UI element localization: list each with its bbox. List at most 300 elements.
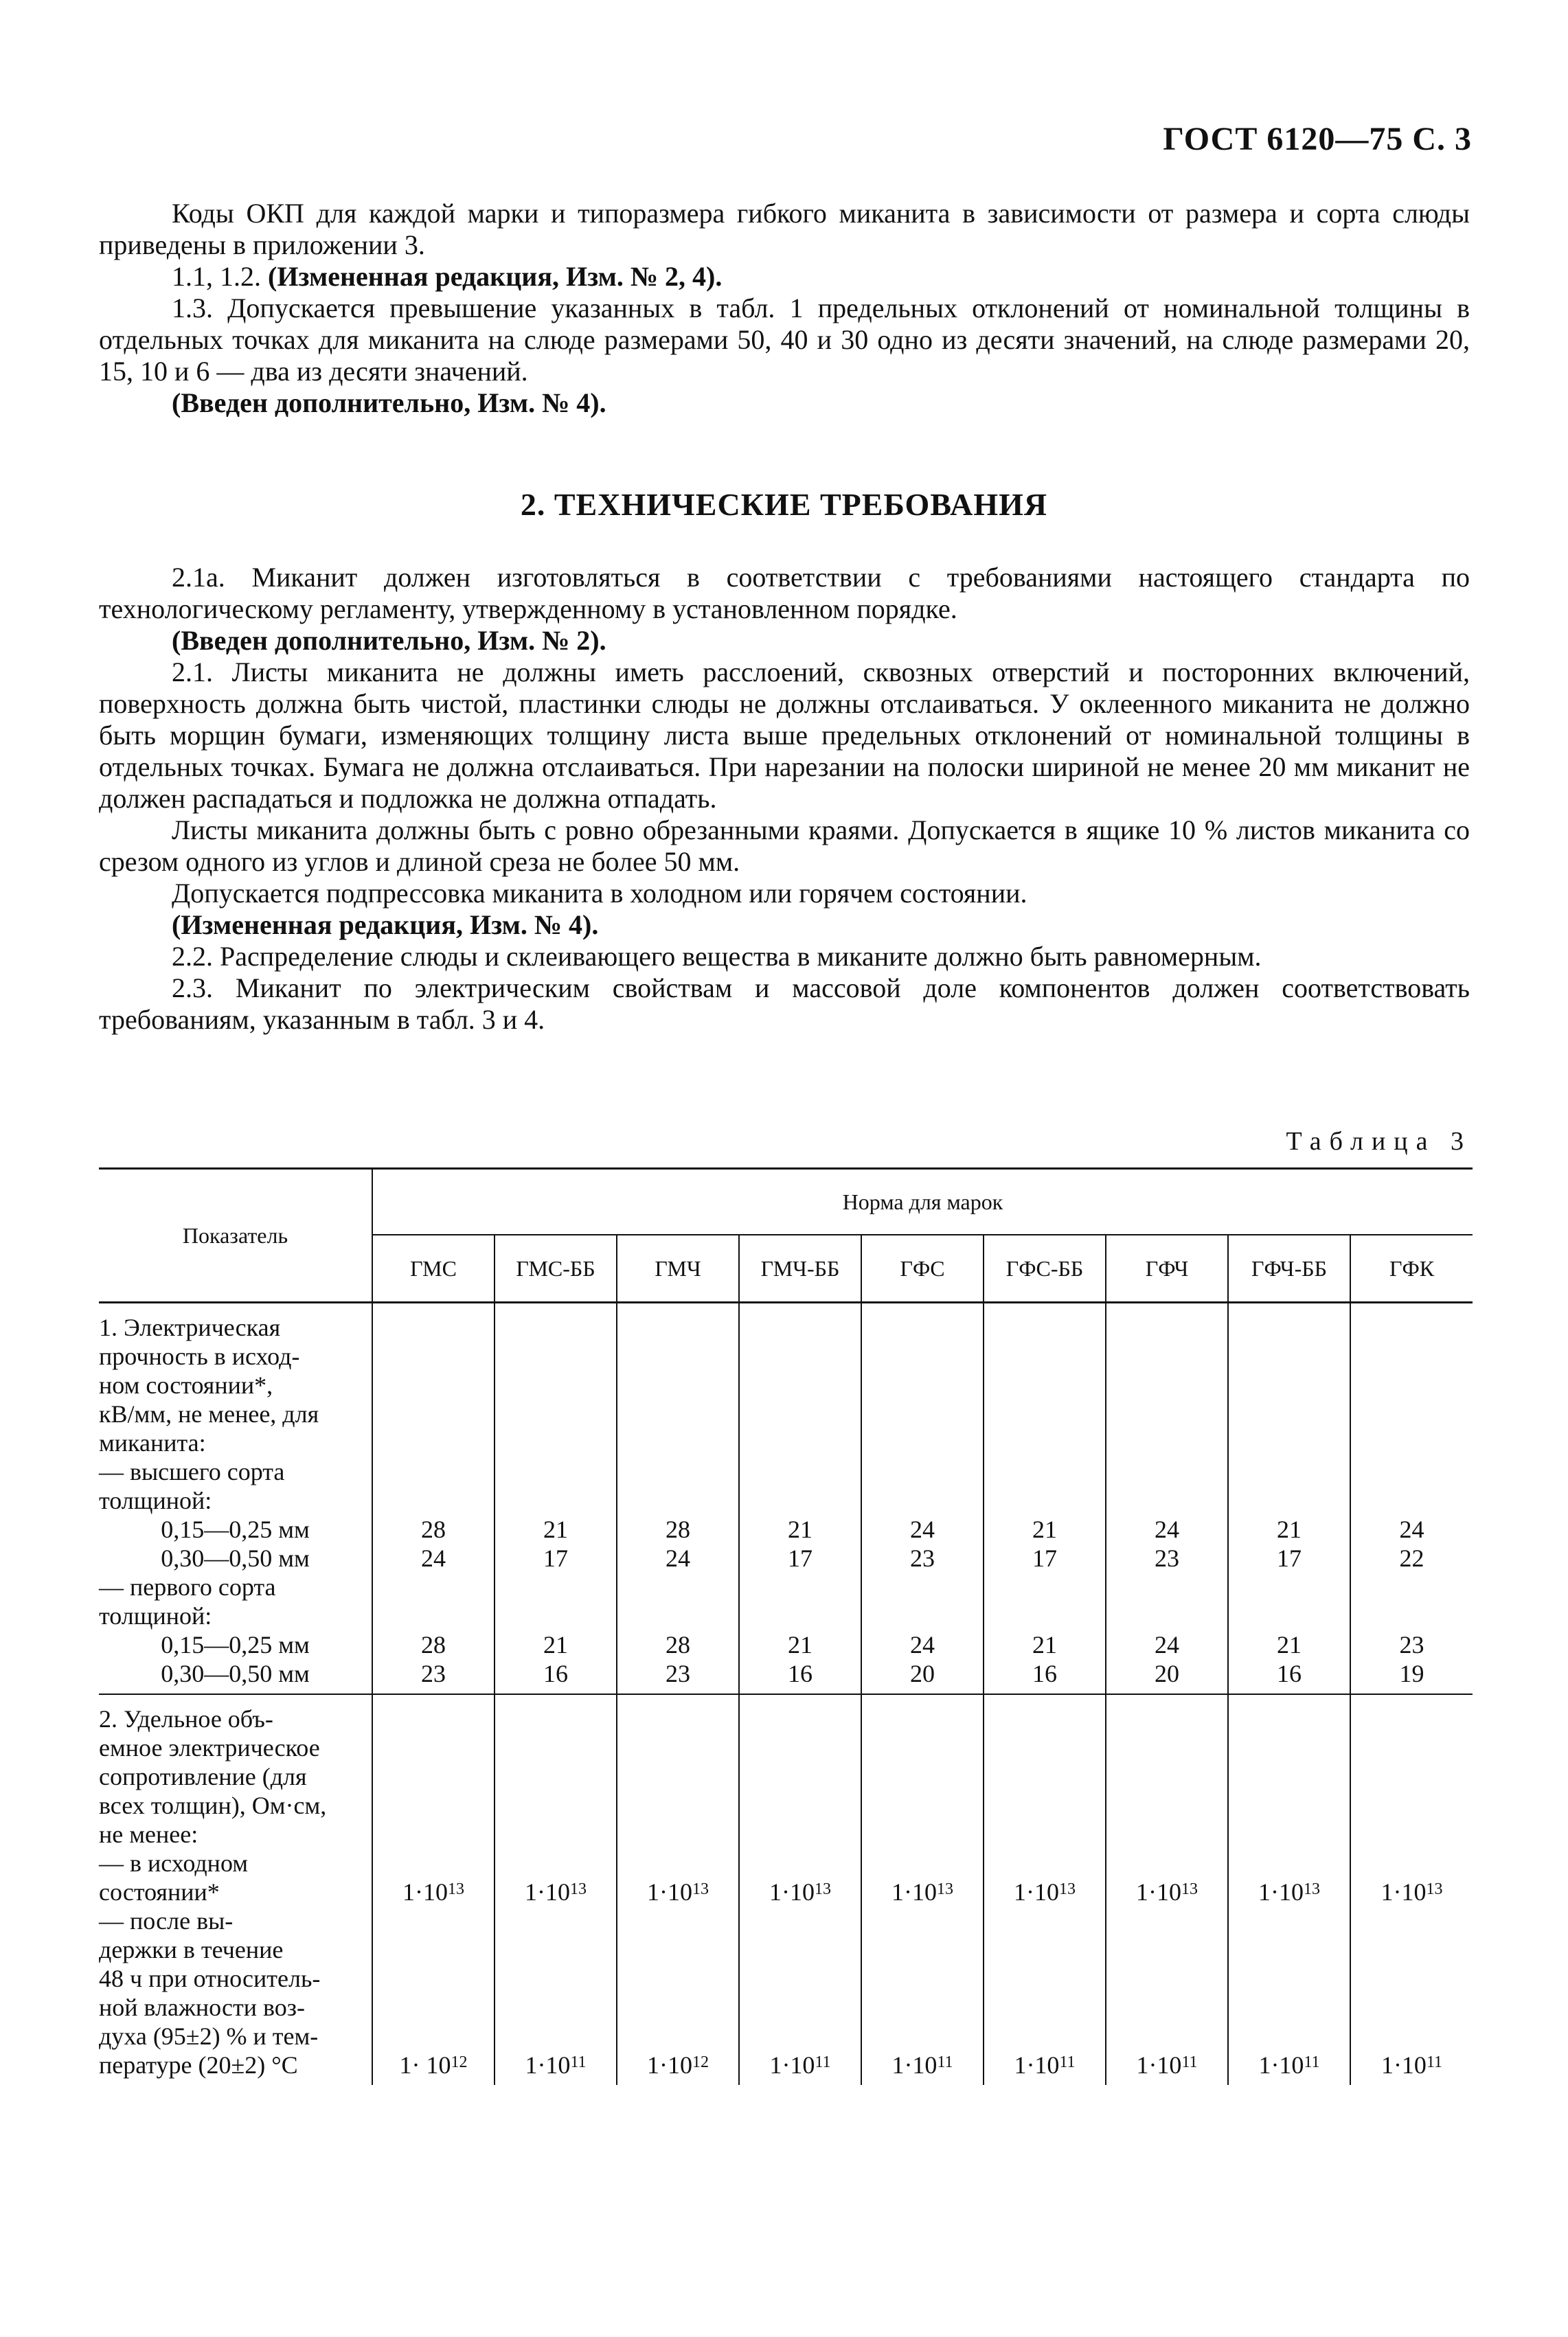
indicator-line: духа (95±2) % и тем- [99, 2022, 319, 2050]
value [373, 1993, 494, 2022]
mark-header: ГФЧ [1106, 1235, 1228, 1303]
value [984, 1428, 1105, 1457]
value-cell [617, 1694, 739, 2085]
value [1106, 1906, 1227, 1935]
value [984, 1906, 1105, 1935]
value: 28 [666, 1631, 690, 1658]
value [373, 1935, 494, 1964]
value [862, 1486, 983, 1515]
value: $1\cdot 10^{13}$ [525, 1878, 587, 1906]
value [495, 1371, 616, 1400]
indicator-line: 1. Электрическая [99, 1314, 281, 1341]
value [862, 1964, 983, 1993]
value [1229, 1993, 1350, 2022]
value [1106, 1993, 1227, 2022]
value [1106, 1342, 1227, 1371]
value [862, 1935, 983, 1964]
indicator-line: толщиной: [99, 1487, 212, 1514]
value: 16 [543, 1660, 568, 1687]
value [373, 1849, 494, 1878]
value: $1\cdot 10^{11}$ [891, 2051, 953, 2079]
table-3 [99, 1167, 1473, 2085]
value [984, 1342, 1105, 1371]
value [373, 1400, 494, 1428]
value: $1\cdot 10^{11}$ [1014, 2051, 1076, 2079]
value: 21 [1032, 1516, 1057, 1543]
value: 21 [1277, 1516, 1302, 1543]
value-cell [1106, 1694, 1228, 2085]
value [1351, 1486, 1473, 1515]
value: 24 [1155, 1631, 1179, 1658]
value: $1\cdot 10^{13}$ [1014, 1878, 1076, 1906]
body-p3: 2.1. Листы миканита не должны иметь расслоений, сквозных отверстий и посторонних включений, поверхность должна быть чистой, пластинки слюды не должны отслаиваться. У оклеенного миканита не должно быть морщин бумаги, изменяющих толщину листа выше предельных отклонений от номинальной толщины в отдельных точках. Бумага не должна отслаиваться. При нарезании на полоски шириной не менее 20 мм миканит не должен распадаться и подложка не должна отпадать. [99, 657, 1470, 814]
value [1229, 1935, 1350, 1964]
mark-header: ГФС-ББ [984, 1235, 1106, 1303]
value [1106, 1733, 1227, 1762]
value [740, 1601, 861, 1630]
value: 28 [421, 1516, 446, 1543]
row2-indicator [99, 1694, 372, 2085]
value [740, 2022, 861, 2051]
value [862, 1791, 983, 1820]
value-cell [739, 1303, 861, 1695]
value [617, 1733, 738, 1762]
value-cell [495, 1694, 617, 2085]
value [1351, 1428, 1473, 1457]
value: 20 [910, 1660, 935, 1687]
value [740, 1791, 861, 1820]
value [740, 1705, 861, 1733]
value [373, 1791, 494, 1820]
value [1229, 1457, 1350, 1486]
value-cell [861, 1694, 984, 2085]
value: 28 [421, 1631, 446, 1658]
value [984, 1820, 1105, 1849]
value [862, 1371, 983, 1400]
value [373, 1820, 494, 1849]
value [495, 2022, 616, 2051]
indicator-line: держки в течение [99, 1936, 284, 1963]
intro-p4: (Введен дополнительно, Изм. № 4). [172, 387, 606, 418]
indicator-line: — первого сорта [99, 1573, 276, 1601]
value: 21 [543, 1631, 568, 1658]
mark-header: ГМЧ [617, 1235, 739, 1303]
value [373, 1313, 494, 1342]
value [1229, 2022, 1350, 2051]
value [495, 1313, 616, 1342]
value [495, 1964, 616, 1993]
value [1351, 1601, 1473, 1630]
value [984, 1486, 1105, 1515]
value: $1\cdot 10^{13}$ [769, 1878, 831, 1906]
value [1351, 1820, 1473, 1849]
indicator-line: — высшего сорта [99, 1458, 285, 1485]
intro-p2 [99, 261, 1470, 293]
table-row [99, 1694, 1473, 2085]
value: $1\cdot 10^{13}$ [1258, 1878, 1320, 1906]
value [862, 1457, 983, 1486]
value [495, 1820, 616, 1849]
value: $1\cdot 10^{11}$ [769, 2051, 831, 2079]
value-cell [1350, 1303, 1473, 1695]
value [1351, 1906, 1473, 1935]
value [373, 1573, 494, 1601]
value [495, 1486, 616, 1515]
value [740, 1993, 861, 2022]
value [1351, 1573, 1473, 1601]
table-caption: Таблица 3 [1286, 1127, 1472, 1156]
value: $1\cdot 10^{11}$ [525, 2051, 587, 2079]
value: $1\cdot 10^{11}$ [1380, 2051, 1443, 2079]
value: 17 [1277, 1544, 1302, 1572]
value [1106, 1371, 1227, 1400]
value [1106, 1791, 1227, 1820]
value [495, 1791, 616, 1820]
value: 21 [543, 1516, 568, 1543]
value [1351, 1791, 1473, 1820]
indicator-line: ном состоянии*, [99, 1371, 273, 1399]
value [617, 1906, 738, 1935]
value [1106, 1457, 1227, 1486]
value [984, 1313, 1105, 1342]
value [740, 1964, 861, 1993]
value [984, 1601, 1105, 1630]
value [617, 1342, 738, 1371]
value: 21 [788, 1631, 813, 1658]
value [740, 1371, 861, 1400]
value [617, 2022, 738, 2051]
intro-p2-bold: (Измененная редакция, Изм. № 2, 4). [268, 261, 723, 292]
value [495, 1935, 616, 1964]
section-title: 2. ТЕХНИЧЕСКИЕ ТРЕБОВАНИЯ [520, 487, 1048, 522]
value [984, 1762, 1105, 1791]
mark-header: ГМЧ-ББ [739, 1235, 861, 1303]
indicator-line: 0,15—0,25 мм [161, 1516, 310, 1543]
value-cell [372, 1303, 495, 1695]
value [1229, 1342, 1350, 1371]
value [1351, 1313, 1473, 1342]
value [984, 1457, 1105, 1486]
body-block [99, 562, 1470, 1036]
value [617, 1400, 738, 1428]
intro-block [99, 198, 1470, 419]
value: 22 [1399, 1544, 1424, 1572]
indicator-line: 2. Удельное объ- [99, 1705, 273, 1733]
intro-p3: 1.3. Допускается превышение указанных в табл. 1 предельных отклонений от номинальной толщины в отдельных точках для миканита на слюде размерами 50, 40 и 30 одно из десяти значений, на слюде размерами 20, 15, 10 и 6 — два из десяти значений. [99, 293, 1470, 387]
value [1229, 1313, 1350, 1342]
value [1229, 1705, 1350, 1733]
value [617, 1820, 738, 1849]
value [617, 1601, 738, 1630]
value: 23 [1399, 1631, 1424, 1658]
value-cell [1228, 1694, 1350, 2085]
indicator-line: прочность в исход- [99, 1343, 300, 1370]
value [984, 2022, 1105, 2051]
value-cell [861, 1303, 984, 1695]
body-p1: 2.1а. Миканит должен изготовляться в соответствии с требованиями настоящего стандарта по технологическому регламенту, утвержденному в установленном порядке. [99, 562, 1470, 624]
value [1106, 1964, 1227, 1993]
value [740, 1733, 861, 1762]
value: 21 [1032, 1631, 1057, 1658]
value [373, 1457, 494, 1486]
value: 23 [910, 1544, 935, 1572]
value [617, 1428, 738, 1457]
value [740, 1935, 861, 1964]
value [1106, 1313, 1227, 1342]
value [984, 1371, 1105, 1400]
value: $1\cdot 10^{11}$ [1136, 2051, 1198, 2079]
value: 21 [788, 1516, 813, 1543]
value [373, 2022, 494, 2051]
value [617, 1964, 738, 1993]
value [862, 1705, 983, 1733]
body-p5: Допускается подпрессовка миканита в холодном или горячем состоянии. [172, 878, 1027, 909]
value [862, 1428, 983, 1457]
value [862, 1762, 983, 1791]
value: 20 [1155, 1660, 1179, 1687]
intro-p2-prefix: 1.1, 1.2. [172, 261, 268, 292]
value [1106, 1400, 1227, 1428]
value [984, 1993, 1105, 2022]
value [1351, 1935, 1473, 1964]
intro-p1: Коды ОКП для каждой марки и типоразмера гибкого миканита в зависимости от размера и сорта слюды приведены в приложении 3. [99, 198, 1470, 260]
value-cell [739, 1694, 861, 2085]
value [1351, 1964, 1473, 1993]
value [617, 1573, 738, 1601]
value [1106, 1573, 1227, 1601]
value [740, 1457, 861, 1486]
value: 24 [1155, 1516, 1179, 1543]
value [1351, 1705, 1473, 1733]
value [617, 1791, 738, 1820]
value [373, 1906, 494, 1935]
value-cell [1350, 1694, 1473, 2085]
value [740, 1573, 861, 1601]
value [1229, 1906, 1350, 1935]
value: $1\cdot 10^{13}$ [891, 1878, 953, 1906]
value: 24 [421, 1544, 446, 1572]
value [1229, 1428, 1350, 1457]
value [1351, 1371, 1473, 1400]
value: 23 [666, 1660, 690, 1687]
value-cell [495, 1303, 617, 1695]
value [495, 1906, 616, 1935]
body-p6: (Измененная редакция, Изм. № 4). [172, 909, 599, 940]
value: 24 [1399, 1516, 1424, 1543]
value: 24 [910, 1631, 935, 1658]
value [862, 1573, 983, 1601]
value [373, 1428, 494, 1457]
value [495, 1601, 616, 1630]
value [740, 1428, 861, 1457]
value [1229, 1371, 1350, 1400]
value [1106, 2022, 1227, 2051]
indicator-line: всех толщин), Ом·см, [99, 1792, 327, 1819]
value [373, 1733, 494, 1762]
value [862, 1313, 983, 1342]
value [740, 1342, 861, 1371]
value: $1\cdot 10^{11}$ [1258, 2051, 1320, 2079]
value [984, 1935, 1105, 1964]
indicator-line: состоянии* [99, 1878, 220, 1906]
indicator-line: толщиной: [99, 1602, 212, 1630]
value [1351, 1993, 1473, 2022]
value: $1\cdot 10^{12}$ [399, 2051, 468, 2079]
value: 24 [666, 1544, 690, 1572]
value: 17 [788, 1544, 813, 1572]
value: 17 [543, 1544, 568, 1572]
value [495, 1342, 616, 1371]
value [1106, 1849, 1227, 1878]
value [495, 1400, 616, 1428]
value [740, 1762, 861, 1791]
indicator-line: не менее: [99, 1821, 198, 1848]
value: $1\cdot 10^{13}$ [647, 1878, 709, 1906]
value [862, 1849, 983, 1878]
value [1106, 1601, 1227, 1630]
value [1106, 1428, 1227, 1457]
value [617, 1762, 738, 1791]
value: $1\cdot 10^{13}$ [402, 1878, 464, 1906]
mark-header: ГФС [861, 1235, 984, 1303]
value [373, 1371, 494, 1400]
mark-header: ГМС-ББ [495, 1235, 617, 1303]
value [862, 1906, 983, 1935]
value [617, 1935, 738, 1964]
value [495, 1993, 616, 2022]
value [740, 1400, 861, 1428]
value [984, 1573, 1105, 1601]
value [617, 1371, 738, 1400]
value-cell [372, 1694, 495, 2085]
indicator-line: 0,30—0,50 мм [161, 1544, 310, 1572]
value [373, 1601, 494, 1630]
value [495, 1762, 616, 1791]
value: $1\cdot 10^{13}$ [1136, 1878, 1198, 1906]
value [984, 1849, 1105, 1878]
value [1229, 1820, 1350, 1849]
value [617, 1457, 738, 1486]
value [617, 1705, 738, 1733]
value [1229, 1762, 1350, 1791]
indicator-line: — после вы- [99, 1907, 234, 1935]
value [1351, 1849, 1473, 1878]
page-header-code: ГОСТ 6120—75 С. 3 [1163, 121, 1472, 157]
value: $1\cdot 10^{12}$ [647, 2051, 709, 2079]
value [862, 1733, 983, 1762]
mark-header: ГМС [372, 1235, 495, 1303]
value [862, 2022, 983, 2051]
value: 16 [1277, 1660, 1302, 1687]
value: 21 [1277, 1631, 1302, 1658]
value [373, 1762, 494, 1791]
value [495, 1733, 616, 1762]
mark-header: ГФЧ-ББ [1228, 1235, 1350, 1303]
value [1229, 1733, 1350, 1762]
value [1106, 1820, 1227, 1849]
value [617, 1486, 738, 1515]
value [862, 1820, 983, 1849]
value [373, 1964, 494, 1993]
row1-indicator [99, 1303, 372, 1695]
indicator-line: миканита: [99, 1429, 206, 1457]
value: 24 [910, 1516, 935, 1543]
value-cell [1228, 1303, 1350, 1695]
value [617, 1849, 738, 1878]
value: 17 [1032, 1544, 1057, 1572]
value [1106, 1762, 1227, 1791]
value [740, 1820, 861, 1849]
value [1229, 1964, 1350, 1993]
value [373, 1342, 494, 1371]
indicator-line: — в исходном [99, 1849, 249, 1877]
header-norm-group: Норма для марок [372, 1169, 1473, 1235]
value [862, 1601, 983, 1630]
value: 23 [421, 1660, 446, 1687]
value [495, 1705, 616, 1733]
value [740, 1849, 861, 1878]
value [862, 1342, 983, 1371]
value: 28 [666, 1516, 690, 1543]
indicator-line: 48 ч при относитель- [99, 1965, 321, 1992]
value [984, 1791, 1105, 1820]
value [617, 1313, 738, 1342]
value-cell [1106, 1303, 1228, 1695]
value [862, 1993, 983, 2022]
value [495, 1849, 616, 1878]
value [984, 1733, 1105, 1762]
body-p7: 2.2. Распределение слюды и склеивающего вещества в миканите должно быть равномерным. [172, 941, 1262, 972]
value: 16 [788, 1660, 813, 1687]
value [1229, 1849, 1350, 1878]
value [1351, 1762, 1473, 1791]
value-cell [984, 1303, 1106, 1695]
value: 23 [1155, 1544, 1179, 1572]
value-cell [617, 1303, 739, 1695]
body-p4: Листы миканита должны быть с ровно обрезанными краями. Допускается в ящике 10 % листов миканита со срезом одного из углов и длиной среза не более 50 мм. [99, 814, 1470, 877]
value [740, 1486, 861, 1515]
value [984, 1705, 1105, 1733]
value: $1\cdot 10^{13}$ [1380, 1878, 1443, 1906]
indicator-line: 0,30—0,50 мм [161, 1660, 310, 1687]
value [1351, 1457, 1473, 1486]
value [1351, 1342, 1473, 1371]
table-row [99, 1303, 1473, 1695]
value [1106, 1705, 1227, 1733]
body-p2: (Введен дополнительно, Изм. № 2). [172, 625, 606, 656]
value-cell [984, 1694, 1106, 2085]
value [1229, 1791, 1350, 1820]
body-p8: 2.3. Миканит по электрическим свойствам и массовой доле компонентов должен соответствовать требованиям, указанным в табл. 3 и 4. [99, 972, 1470, 1035]
value [1106, 1935, 1227, 1964]
indicator-line: сопротивление (для [99, 1763, 307, 1790]
indicator-line: кВ/мм, не менее, для [99, 1400, 319, 1428]
value [1106, 1486, 1227, 1515]
value [617, 1993, 738, 2022]
value [1351, 1733, 1473, 1762]
value [373, 1705, 494, 1733]
value [495, 1573, 616, 1601]
value [495, 1428, 616, 1457]
value [1229, 1601, 1350, 1630]
value [495, 1457, 616, 1486]
value [1351, 2022, 1473, 2051]
value [984, 1964, 1105, 1993]
value [1351, 1400, 1473, 1428]
indicator-line: емное электрическое [99, 1734, 320, 1762]
value [373, 1486, 494, 1515]
value [1229, 1486, 1350, 1515]
